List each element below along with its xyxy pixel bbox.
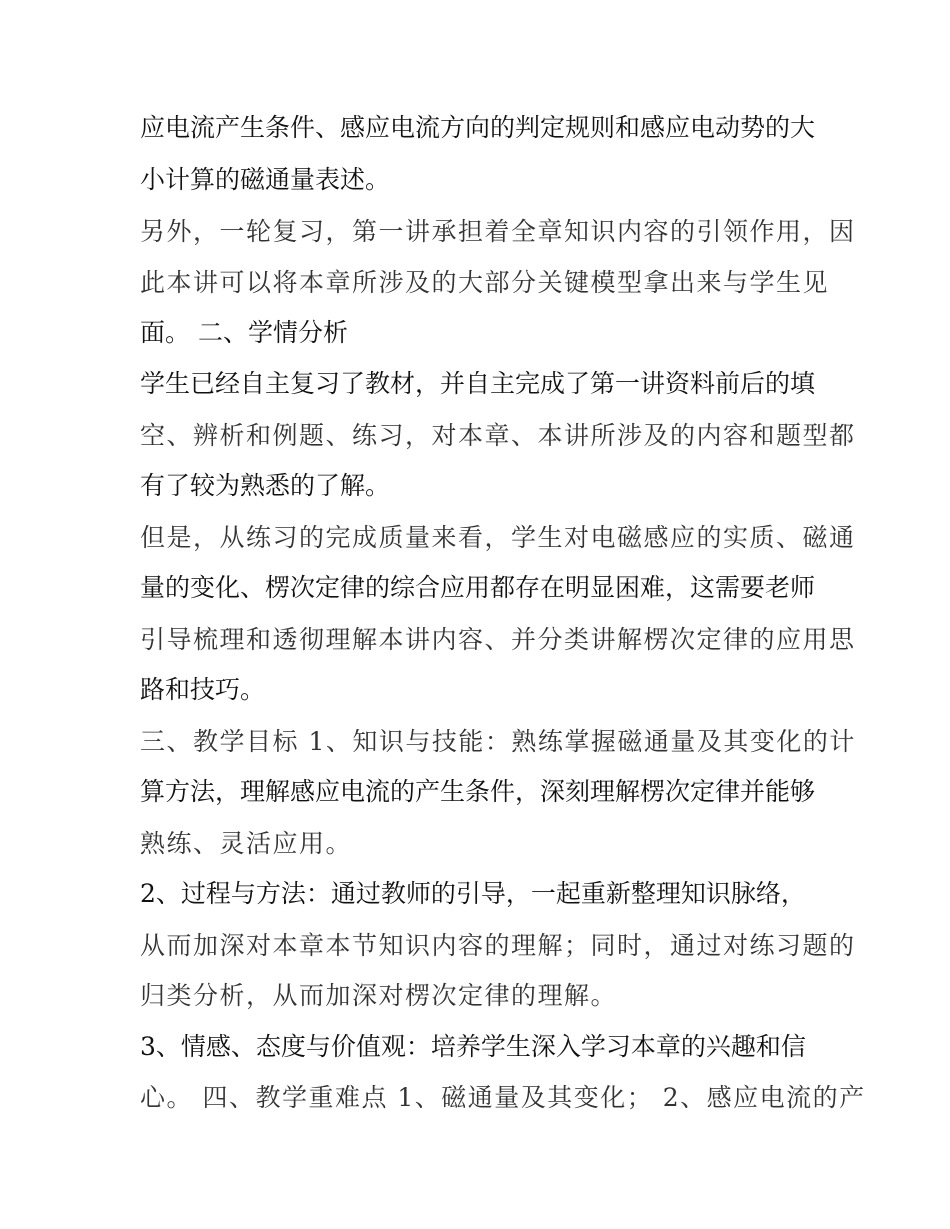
text-line: 但是，从练习的完成质量来看，学生对电磁感应的实质、磁通 xyxy=(140,523,856,552)
section-heading-line: 面。 二、学情分析 xyxy=(140,318,348,347)
text-line: 归类分析，从而加深对楞次定律的理解。 xyxy=(140,981,618,1010)
text-line: 算方法，理解感应电流的产生条件，深刻理解楞次定律并能够 xyxy=(140,777,816,806)
text-line: 从而加深对本章本节知识内容的理解；同时，通过对练习题的 xyxy=(140,931,856,960)
text-line: 熟练、灵活应用。 xyxy=(140,829,353,858)
section-heading-line: 三、教学目标 1、知识与技能：熟练掌握磁通量及其变化的计 xyxy=(140,727,856,756)
text-line: 路和技巧。 xyxy=(140,675,266,704)
text-line: 引导梳理和透彻理解本讲内容、并分类讲解楞次定律的应用思 xyxy=(140,625,856,654)
text-line: 学生已经自主复习了教材，并自主完成了第一讲资料前后的填 xyxy=(140,369,816,398)
text-line: 量的变化、楞次定律的综合应用都存在明显困难，这需要老师 xyxy=(140,573,816,602)
text-line: 有了较为熟悉的了解。 xyxy=(140,471,391,500)
text-line: 应电流产生条件、感应电流方向的判定规则和感应电动势的大 xyxy=(140,113,816,142)
section-heading-line: 心。 四、教学重难点 1、磁通量及其变化； 2、感应电流的产 xyxy=(140,1083,866,1112)
text-line: 空、辨析和例题、练习，对本章、本讲所涉及的内容和题型都 xyxy=(140,421,856,450)
text-line: 另外，一轮复习，第一讲承担着全章知识内容的引领作用，因 xyxy=(140,217,856,246)
text-line: 此本讲可以将本章所涉及的大部分关键模型拿出来与学生见 xyxy=(140,268,830,297)
text-line: 2、过程与方法：通过教师的引导，一起重新整理知识脉络， xyxy=(140,879,806,908)
text-line: 小计算的磁通量表述。 xyxy=(140,165,391,194)
text-line: 3、情感、态度与价值观：培养学生深入学习本章的兴趣和信 xyxy=(140,1032,806,1061)
